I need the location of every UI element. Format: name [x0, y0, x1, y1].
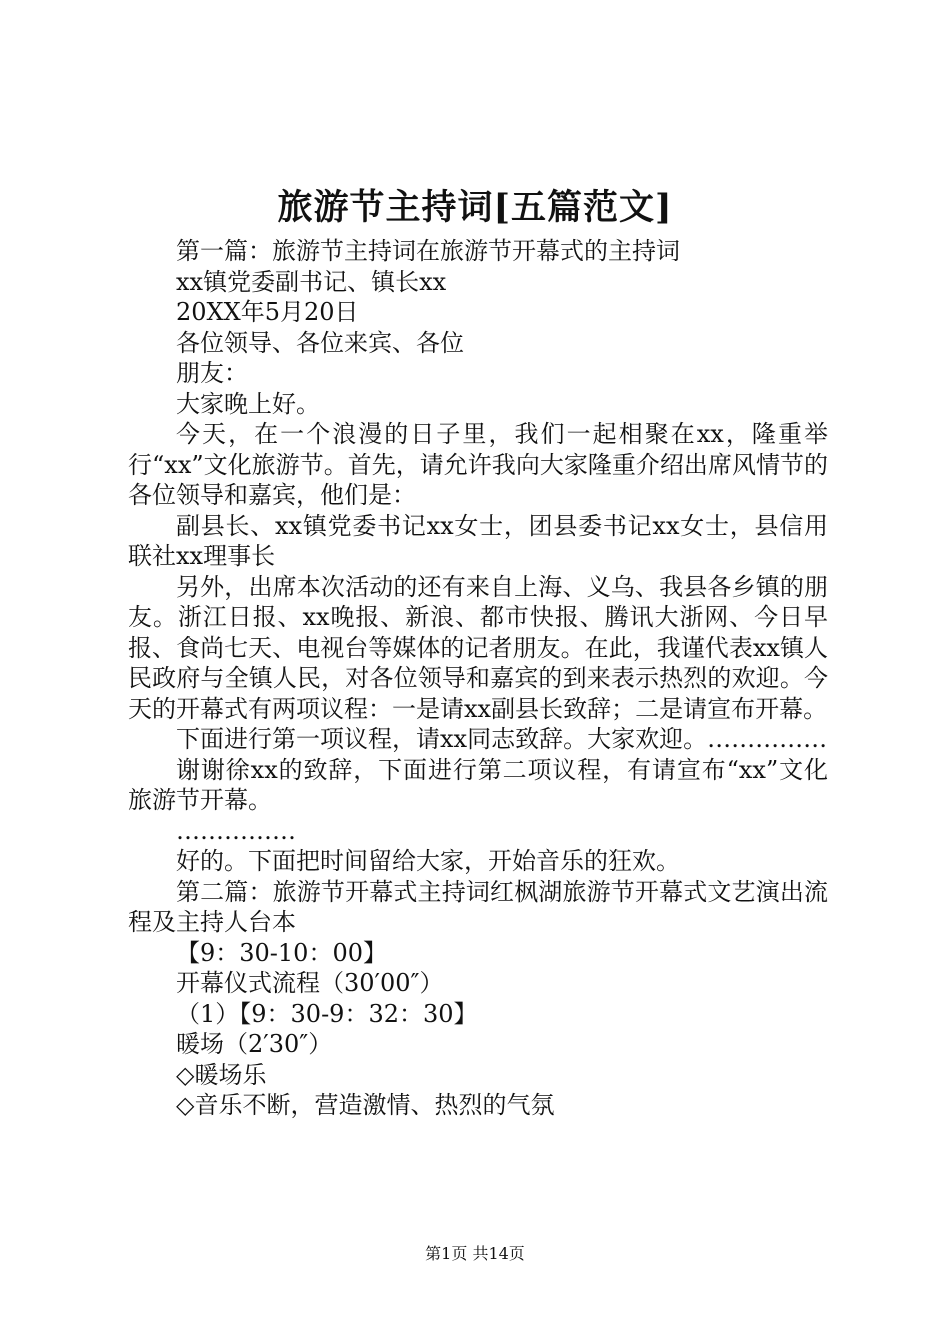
paragraph: 各位领导、各位来宾、各位: [176, 328, 464, 357]
paragraph: ◇音乐不断，营造激情、热烈的气氛: [176, 1091, 555, 1119]
paragraph: 第一篇：旅游节主持词在旅游节开幕式的主持词: [176, 237, 680, 265]
paragraph: 好的。下面把时间留给大家，开始音乐的狂欢。: [176, 847, 680, 875]
paragraph: （1）【9：30-9：32：30】: [176, 999, 478, 1028]
paragraph: ◇暖场乐: [176, 1060, 267, 1089]
paragraph: 第二篇：旅游节开幕式主持词红枫湖旅游节开幕式文艺演出流程及主持人台本: [128, 877, 828, 936]
ellipsis-line: ……………: [176, 816, 296, 845]
paragraph: 下面进行第一项议程，请xx同志致辞。大家欢迎。……………: [176, 725, 828, 753]
document-title: 旅游节主持词[五篇范文]: [277, 187, 673, 228]
paragraph: 大家晚上好。: [176, 389, 320, 418]
paragraph: 朋友：: [176, 359, 248, 387]
document-body: [128, 236, 828, 1121]
paragraph: xx镇党委副书记、镇长xx: [176, 267, 447, 296]
paragraph: 【9：30-10：00】: [176, 938, 387, 967]
page-number: 第1页 共14页: [425, 1244, 525, 1263]
paragraph: 今天，在一个浪漫的日子里，我们一起相聚在xx，隆重举行“xx”文化旅游节。首先，请允许我向大家隆重介绍出席风情节的各位领导和嘉宾，他们是：: [128, 420, 828, 509]
paragraph: 开幕仪式流程（30′00″）: [176, 969, 444, 997]
paragraph: 20XX年5月20日: [176, 298, 359, 326]
paragraph: 另外，出席本次活动的还有来自上海、义乌、我县各乡镇的朋友。浙江日报、xx晚报、新浪、都市快报、腾讯大浙网、今日早报、食尚七天、电视台等媒体的记者朋友。在此，我谨代表xx镇人民政府与全镇人民，对各位领导和嘉宾的到来表示热烈的欢迎。今天的开幕式有两项议程：一是请xx副县长致辞；二是请宣布开幕。: [128, 572, 828, 723]
paragraph: 暖场（2′30″）: [176, 1030, 333, 1058]
paragraph: 谢谢徐xx的致辞，下面进行第二项议程，有请宣布“xx”文化旅游节开幕。: [128, 755, 828, 814]
paragraph: 副县长、xx镇党委书记xx女士，团县委书记xx女士，县信用联社xx理事长: [128, 511, 828, 570]
